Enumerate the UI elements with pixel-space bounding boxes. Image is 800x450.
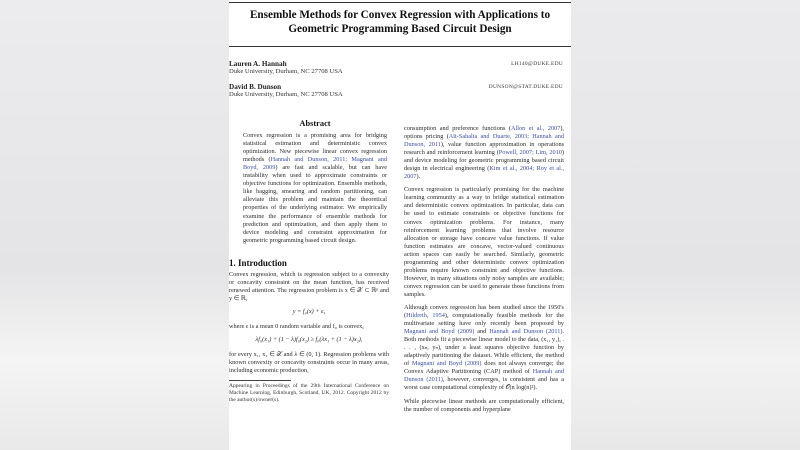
text-span: , however, converges, is consistent and has a worst case computational complexity of 𝒪(n log(n)²). xyxy=(404,376,564,392)
right-paragraph: While piecewise linear methods are computationally efficient, the number of components and hyperplane xyxy=(404,397,564,413)
intro-paragraph: Convex regression, which is regression subject to a convexity or concavity constraint on the mean function, has received renewed attention. The regression problem is x ∈ 𝒳 ⊂ ℝᵖ and y ∈ ℝ, xyxy=(229,270,389,302)
author-affiliation: Duke University, Durham, NC 27708 USA xyxy=(229,68,343,75)
citation-link[interactable]: Magnani and Boyd (2009) xyxy=(411,360,482,368)
title-top-rule xyxy=(229,2,571,3)
text-span: ), computationally feasible methods for the multivariate setting have only recently been proposed by xyxy=(404,312,564,328)
intro-paragraph: for every x₁, x₂ ∈ 𝒳 and λ ∈ (0, 1). Regression problems with known convexity or concavity constraints occur in many areas, including economic production, xyxy=(229,351,389,375)
citation-link[interactable]: Kim et al., 2004; Roy et al., 2007 xyxy=(404,165,564,181)
title-bottom-rule xyxy=(229,46,571,47)
footnote-rule xyxy=(229,380,291,381)
citation-link[interactable]: Hannah and Dunson (2011) xyxy=(489,328,563,336)
text-span: ), value function approximation in operations research and reinforcement learning ( xyxy=(404,141,564,157)
equation: y = f₀(x) + ϵ, xyxy=(292,307,326,315)
left-column xyxy=(229,120,389,404)
intro-paragraph: where ϵ is a mean 0 random variable and f₀ is convex, xyxy=(229,322,364,330)
right-paragraph xyxy=(404,125,564,181)
author-name: Lauren A. Hannah xyxy=(229,60,287,68)
abstract-text xyxy=(243,132,387,245)
text-span: does not always converge; the Convex Adaptive Partitioning (CAP) method of xyxy=(404,360,564,376)
text-span: ) and device modeling for geometric programming based circuit design in electrical engineering ( xyxy=(404,149,565,173)
footnote: Appearing in Proceedings of the 29th International Conference on Machine Learning, Edinburgh, Scotland, UK, 2012. Copyright 2012 by the author(s)/owner(s). xyxy=(229,383,389,404)
citation-link[interactable]: Aït-Sahalia and Duarte, 2003; Hannah and Dunson, 2011 xyxy=(404,133,564,149)
right-column xyxy=(404,125,564,419)
title-line-2: Geometric Programming Based Circuit Design xyxy=(288,22,512,35)
text-span: ), options pricing ( xyxy=(404,125,564,141)
author-name: David B. Dunson xyxy=(229,83,282,91)
paper-title xyxy=(229,9,571,36)
citation-link[interactable]: Hannah and Dunson (2011) xyxy=(404,368,564,384)
author-block-2 xyxy=(229,83,571,99)
paper-page xyxy=(229,0,571,450)
equation: λf₀(x₁) + (1 − λ)f₀(x₂) ≥ f₀(λx₁ + (1 − λ)x₂), xyxy=(255,336,363,344)
abstract-heading: Abstract xyxy=(299,119,331,128)
abstract-section xyxy=(229,120,387,245)
text-span: Convex regression is a promising area for bridging statistical estimation and deterministic convex optimization. New piecewise linear convex regression methods ( xyxy=(243,132,387,164)
author-email: DUNSON@STAT.DUKE.EDU xyxy=(488,84,563,90)
text-span: ) are fast and scalable, but can have instability when used to approximate constraints or objective functions for optimization. Ensemble methods, like bagging, smearing and random partitioning, can alleviate this problem and maintain the theoretical properties of the underlying estimator. We empirically examine the performance of ensemble methods for prediction and optimization, and then apply them to device modeling and constraint approximation for geometric programming based circuit design. xyxy=(243,164,388,244)
text-span: and xyxy=(474,328,490,336)
text-span: Although convex regression has been studied since the 1950's ( xyxy=(404,303,564,320)
author-email: LH140@DUKE.EDU xyxy=(511,61,563,67)
citation-link[interactable]: Allon et al., 2007 xyxy=(510,125,561,132)
title-line-1: Ensemble Methods for Convex Regression with Applications to xyxy=(249,9,551,21)
citation-link[interactable]: Powell, 2007; Lim, 2010 xyxy=(498,149,562,157)
text-span: . Both methods fit a piecewise linear model to the data, (x₁, y₁), . . . , (xₙ, yₙ), under a least squares objective function by adaptively partitioning the dataset. While efficient, the method of xyxy=(404,328,565,368)
citation-link[interactable]: Hannah and Dunson, 2011; Magnani and Boyd, 2009 xyxy=(243,156,388,172)
text-span: ). xyxy=(416,173,421,181)
text-span: consumption and preference functions ( xyxy=(404,125,511,132)
background-left xyxy=(0,0,229,450)
author-block-1 xyxy=(229,60,571,76)
right-paragraph: Convex regression is particularly promising for the machine learning community as a way to bridge statistical estimation and deterministic convex optimization. In particular, data can be used to estimate constraints or objective functions for convex optimization problems. For instance, many reinforcement learning problems that involve resource allocation or storage have concave value functions. If value function estimates are concave, vector-valued continuous action spaces can easily be searched. Similarly, geometric programming and other deterministic convex optimization problems require known constraint and objective functions. However, in many situations only noisy samples are available; convex regression can be used to generate those functions from samples. xyxy=(404,186,564,298)
author-affiliation: Duke University, Durham, NC 27708 USA xyxy=(229,91,343,98)
background-right xyxy=(571,0,800,450)
section-heading: 1. Introduction xyxy=(229,257,287,268)
right-paragraph xyxy=(404,304,564,393)
citation-link[interactable]: Hildreth, 1954 xyxy=(406,312,445,320)
citation-link[interactable]: Magnani and Boyd (2009) xyxy=(404,328,475,336)
